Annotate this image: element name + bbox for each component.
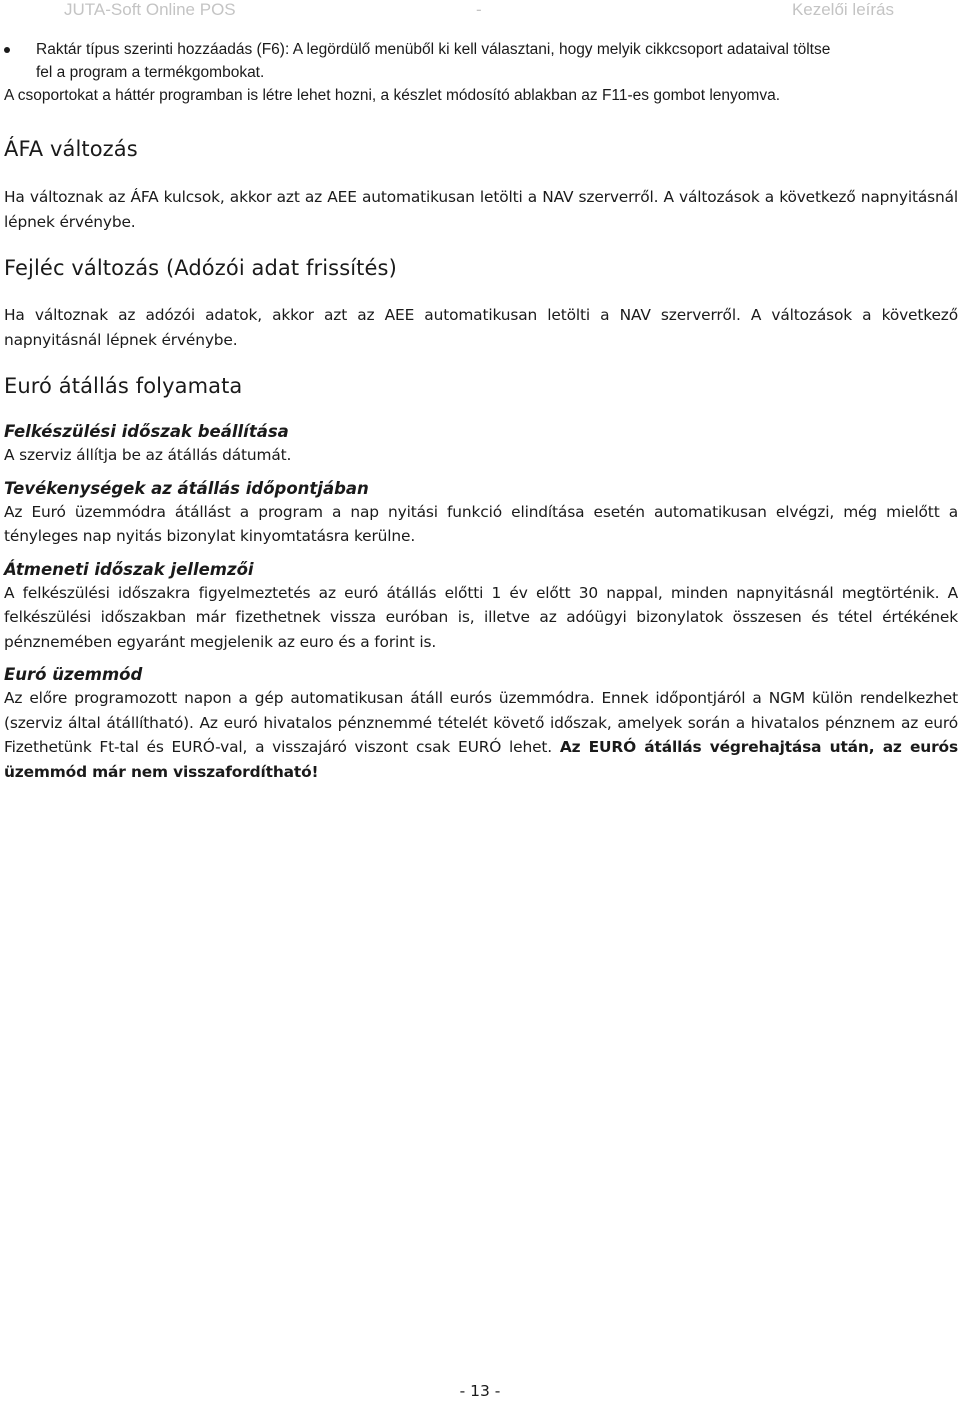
page-header [0, 0, 960, 24]
bullet-line-2: fel a program a termékgombokat. [36, 64, 265, 81]
document-body [4, 38, 958, 784]
section-title-afa: ÁFA változás [4, 137, 138, 161]
bullet-line-1: Raktár típus szerinti hozzáadás (F6): A legördülő menüből ki kell választani, hogy melyik cikkcsoport adataival töltse [36, 41, 831, 58]
subsection-title-transition: Átmeneti időszak jellemzői [4, 559, 254, 579]
subsection-text-transition: A felkészülési időszakra figyelmeztetés az euró átállás előtti 1 év előtt 30 nappal, minden napnyitásnál megtörténik. A felkészülési időszakban már fizethetnek vissza euróban is, illetve az adóügyi bizonylatok összesen és tétel értékének pénznemében egyaránt megjelenik az euro és a forint is. [4, 583, 958, 651]
subsection-text-preparation: A szerviz állítja be az átállás dátumát. [4, 446, 292, 464]
subsection-title-euro-mode: Euró üzemmód [4, 665, 143, 684]
subsection-text-activities: Az Euró üzemmódra átállást a program a nap nyitási funkció elindítása esetén automatikusan elvégzi, még mielőtt a tényleges nap nyitás bizonylat kinyomtatásra kerülne. [4, 502, 958, 545]
page-footer [0, 1382, 960, 1400]
bullet-dot-icon [4, 47, 10, 53]
page-number: - 13 - [459, 1382, 501, 1400]
subsection-title-preparation: Felkészülési időszak beállítása [4, 422, 289, 441]
plain-paragraph: A csoportokat a háttér programban is létre lehet hozni, a készlet módosító ablakban az F11-es gombot lenyomva. [4, 87, 780, 104]
euro-mode-text: Az előre programozott napon a gép automatikusan átáll eurós üzemmódra. Ennek időpontjáról a NGM külön rendelkezhet (szerviz által átállítható). Az euró hivatalos pénznemmé tételét követő időszak, amelyek során a hivatalos pénznem az euró Fizethetünk Ft-tal és EURÓ-val, a visszajáró viszont csak EURÓ lehet. [4, 689, 958, 756]
subsection-title-activities: Tevékenységek az átállás időpontjában [4, 478, 369, 498]
section-text-afa: Ha változnak az ÁFA kulcsok, akkor azt az AEE automatikusan letölti a NAV szerverről. A változások a következő napnyitásnál lépnek érvénybe. [4, 188, 958, 231]
subsection-text-euro-mode [4, 686, 958, 784]
bullet-item [4, 38, 958, 84]
section-text-fejlec: Ha változnak az adózói adatok, akkor azt az AEE automatikusan letölti a NAV szerverről. A változások a következő napnyitásnál lépnek érvénybe. [4, 306, 958, 349]
header-title: JUTA-Soft Online POS [64, 0, 236, 19]
section-title-fejlec: Fejléc változás (Adózói adat frissítés) [4, 256, 397, 280]
header-doc-type: Kezelői leírás [791, 0, 894, 19]
euro-mode-warning: Az EURÓ átállás végrehajtása után, az eurós üzemmód már nem visszafordítható! [4, 738, 958, 781]
header-separator: - [476, 0, 482, 19]
section-title-euro: Euró átállás folyamata [4, 374, 243, 398]
